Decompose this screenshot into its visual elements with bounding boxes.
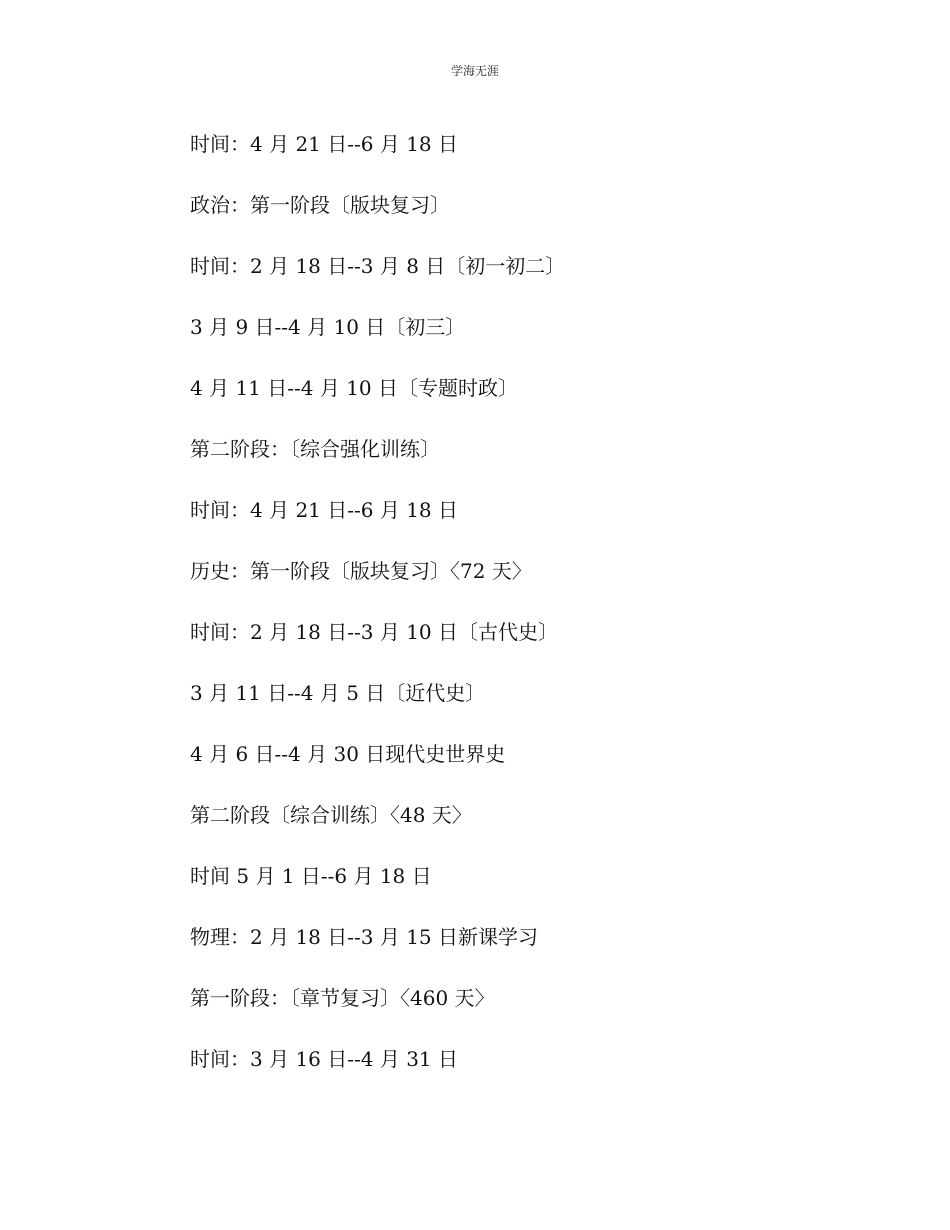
text-line: 时间：4 月 21 日--6 月 18 日 bbox=[190, 132, 459, 156]
text-line: 4 月 11 日--4 月 10 日〔专题时政〕 bbox=[190, 376, 519, 400]
document-body bbox=[190, 128, 890, 1104]
text-line: 历史：第一阶段〔版块复习〕〈72 天〉 bbox=[190, 559, 532, 583]
text-line: 第二阶段〔综合训练〕〈48 天〉 bbox=[190, 803, 472, 827]
text-line: 时间：2 月 18 日--3 月 10 日〔古代史〕 bbox=[190, 620, 559, 644]
text-line: 3 月 11 日--4 月 5 日〔近代史〕 bbox=[190, 681, 486, 705]
page-header: 学海无涯 bbox=[450, 64, 499, 78]
text-line: 物理：2 月 18 日--3 月 15 日新课学习 bbox=[190, 925, 539, 949]
text-line: 时间 5 月 1 日--6 月 18 日 bbox=[190, 864, 432, 888]
text-line: 时间：3 月 16 日--4 月 31 日 bbox=[190, 1047, 459, 1071]
text-line: 政治：第一阶段〔版块复习〕 bbox=[190, 193, 450, 217]
text-line: 第一阶段：〔章节复习〕〈460 天〉 bbox=[190, 986, 495, 1010]
text-line: 3 月 9 日--4 月 10 日〔初三〕 bbox=[190, 315, 466, 339]
text-line: 4 月 6 日--4 月 30 日现代史世界史 bbox=[190, 742, 506, 766]
text-line: 第二阶段：〔综合强化训练〕 bbox=[190, 437, 440, 461]
text-line: 时间：2 月 18 日--3 月 8 日〔初一初二〕 bbox=[190, 254, 566, 278]
text-line: 时间：4 月 21 日--6 月 18 日 bbox=[190, 498, 459, 522]
